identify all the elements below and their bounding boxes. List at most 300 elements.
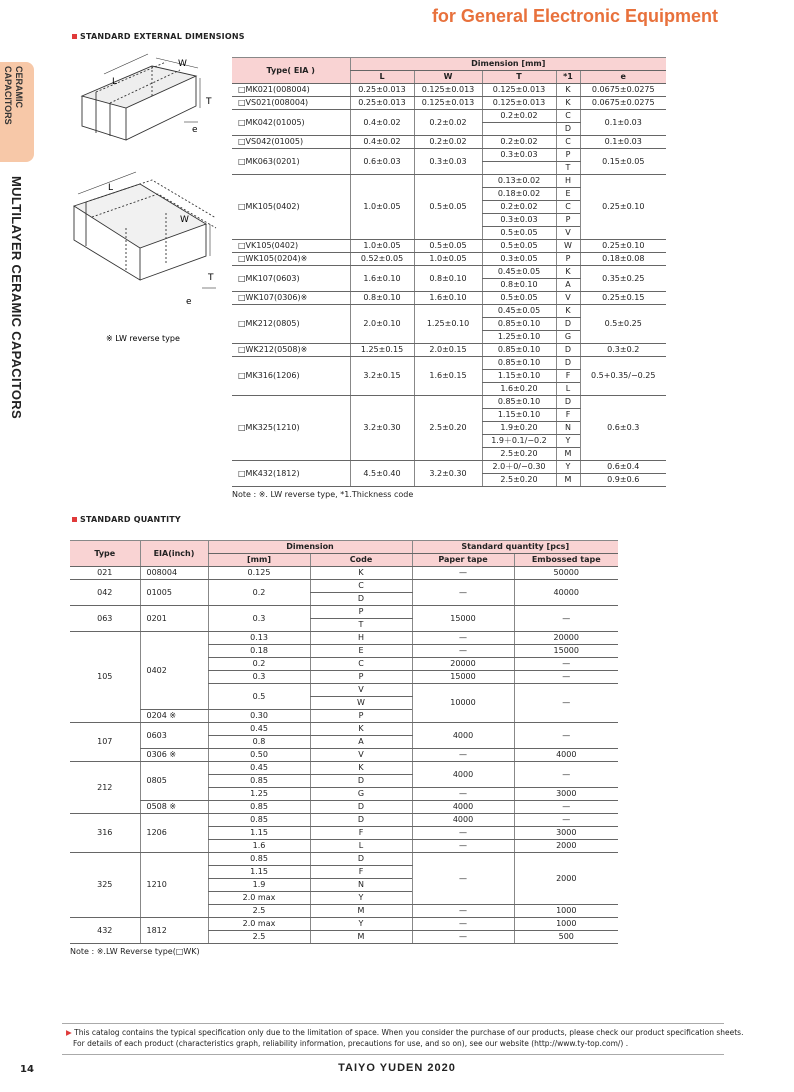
table-cell: 0.2 (208, 658, 310, 671)
table-cell: T (310, 619, 412, 632)
col-header-embossed-tape: Embossed tape (514, 554, 618, 567)
table-cell: — (412, 645, 514, 658)
table-cell: 1.6±0.10 (350, 266, 414, 292)
table-cell: L (556, 383, 580, 396)
table-cell: 20000 (412, 658, 514, 671)
bullet-square-icon (72, 517, 77, 522)
table-cell: 2000 (514, 840, 618, 853)
table-cell: L (310, 840, 412, 853)
table-cell: 1.15 (208, 827, 310, 840)
dimension-row (232, 149, 666, 162)
table-cell: 1206 (140, 814, 208, 853)
col-header-L: L (350, 71, 414, 84)
table-cell: 0306 ※ (140, 749, 208, 762)
table-cell: 1.6±0.20 (482, 383, 556, 396)
table-cell: — (412, 749, 514, 762)
side-tab-ceramic-capacitors[interactable] (0, 62, 34, 162)
table-cell: □MK316(1206) (232, 357, 350, 396)
dimension-row (232, 266, 666, 279)
table-cell: □MK107(0603) (232, 266, 350, 292)
table-cell: — (514, 762, 618, 788)
table-cell: 0.1±0.03 (580, 136, 666, 149)
table-cell: 0.3 (208, 606, 310, 632)
table-cell: 1.9＋0.1/−0.2 (482, 435, 556, 448)
table-cell: 4.5±0.40 (350, 461, 414, 487)
dimension-row (232, 292, 666, 305)
table-cell: A (556, 279, 580, 292)
table-cell: Y (310, 918, 412, 931)
col-header-standard-quantity: Standard quantity [pcs] (412, 541, 618, 554)
dimension-row (232, 84, 666, 97)
table-cell: 0.5+0.35/−0.25 (580, 357, 666, 396)
table-cell: 0204 ※ (140, 710, 208, 723)
table-cell: 0.2±0.02 (482, 136, 556, 149)
table-cell: 2.5 (208, 931, 310, 944)
table-cell: 0.5±0.05 (482, 240, 556, 253)
table-cell: — (412, 788, 514, 801)
table-cell: — (412, 580, 514, 606)
table-cell: H (310, 632, 412, 645)
table-cell: 4000 (514, 749, 618, 762)
table-cell: 3.2±0.30 (414, 461, 482, 487)
table-cell: 212 (70, 762, 140, 814)
table-cell: 0.25±0.10 (580, 240, 666, 253)
table-cell: 021 (70, 567, 140, 580)
table-cell: 0.50 (208, 749, 310, 762)
diagram-label-W: W (178, 59, 187, 69)
page-header-title: for General Electronic Equipment (431, 6, 718, 26)
table-cell: — (514, 801, 618, 814)
table-cell: 2000 (514, 853, 618, 905)
table-cell: 1.25±0.15 (350, 344, 414, 357)
dimension-table-note: Note : ※. LW reverse type, *1.Thickness code (232, 490, 414, 499)
col-header-e: e (580, 71, 666, 84)
dimension-row (232, 396, 666, 409)
table-cell: □MK063(0201) (232, 149, 350, 175)
table-cell: □MK432(1812) (232, 461, 350, 487)
table-cell: — (412, 905, 514, 918)
table-cell: 0.0675±0.0275 (580, 97, 666, 110)
col-header-type: Type (70, 541, 140, 567)
footer-disclaimer (66, 1027, 766, 1049)
dimension-table-body (232, 84, 666, 487)
table-cell: D (556, 318, 580, 331)
table-cell: 0.13 (208, 632, 310, 645)
table-cell: K (310, 762, 412, 775)
table-cell: 0.9±0.6 (580, 474, 666, 487)
dimension-row (232, 136, 666, 149)
table-cell: 0.13±0.02 (482, 175, 556, 188)
dimension-table (232, 57, 666, 487)
table-cell: 0.3±0.2 (580, 344, 666, 357)
table-cell: 0.2±0.02 (414, 110, 482, 136)
table-cell: 2.0 max (208, 918, 310, 931)
table-cell: 0.35±0.25 (580, 266, 666, 292)
table-cell: — (514, 723, 618, 749)
col-header-thickness-code: *1 (556, 71, 580, 84)
table-cell: — (514, 606, 618, 632)
table-cell: 0.2 (208, 580, 310, 606)
table-cell: P (310, 671, 412, 684)
table-cell: □MK021(008004) (232, 84, 350, 97)
quantity-row (70, 801, 618, 814)
table-cell: 2.0＋0/−0.30 (482, 461, 556, 474)
table-cell: D (310, 814, 412, 827)
diagram-label-L: L (112, 77, 118, 87)
table-cell: 15000 (514, 645, 618, 658)
table-cell: C (556, 110, 580, 123)
page-number: 14 (20, 1064, 34, 1075)
dimension-row (232, 175, 666, 188)
table-cell: 0.15±0.05 (580, 149, 666, 175)
quantity-row (70, 580, 618, 593)
table-cell: V (556, 227, 580, 240)
table-cell: 0.2±0.02 (482, 201, 556, 214)
table-cell (482, 123, 556, 136)
table-cell: — (514, 658, 618, 671)
table-cell: 1.0±0.05 (350, 240, 414, 253)
table-cell: 0.18±0.02 (482, 188, 556, 201)
diagram-label-e2: e (186, 297, 192, 307)
table-cell: D (556, 357, 580, 370)
table-cell: P (556, 214, 580, 227)
table-cell: Y (310, 892, 412, 905)
table-cell: 1.15±0.10 (482, 370, 556, 383)
table-cell: 0.18±0.08 (580, 253, 666, 266)
table-cell: 0.45 (208, 723, 310, 736)
table-cell: □MK042(01005) (232, 110, 350, 136)
table-cell: P (556, 253, 580, 266)
table-cell: F (310, 866, 412, 879)
table-cell: D (310, 853, 412, 866)
table-cell: 1.25±0.10 (414, 305, 482, 344)
table-cell: 3000 (514, 788, 618, 801)
table-cell: V (310, 749, 412, 762)
table-cell: G (556, 331, 580, 344)
table-cell: 432 (70, 918, 140, 944)
table-cell: N (556, 422, 580, 435)
table-cell: 0.8 (208, 736, 310, 749)
col-header-mm: [mm] (208, 554, 310, 567)
dimension-row (232, 110, 666, 123)
table-cell: 1000 (514, 918, 618, 931)
diagram-label-W2: W (180, 215, 189, 225)
table-cell: 0.6±0.03 (350, 149, 414, 175)
table-cell: 1.0±0.05 (350, 175, 414, 240)
diagram-label-T: T (206, 97, 212, 107)
table-cell: 0.85±0.10 (482, 344, 556, 357)
footer-line-2[interactable]: For details of each product (characteristics graph, reliability information, precautions for use, and so on), see our website (http://www.ty-top.com/) . (73, 1039, 629, 1048)
table-cell: 0.85±0.10 (482, 396, 556, 409)
table-cell: □MK325(1210) (232, 396, 350, 461)
table-cell: C (556, 201, 580, 214)
table-cell: 105 (70, 632, 140, 723)
table-cell: 50000 (514, 567, 618, 580)
quantity-row (70, 606, 618, 619)
table-cell: V (310, 684, 412, 697)
table-cell: 0.4±0.02 (350, 136, 414, 149)
table-cell: 0.45±0.05 (482, 266, 556, 279)
table-cell: 0805 (140, 762, 208, 801)
table-cell: 0.8±0.10 (482, 279, 556, 292)
table-cell: 0.6±0.4 (580, 461, 666, 474)
footer-divider (62, 1023, 724, 1024)
table-cell: 0508 ※ (140, 801, 208, 814)
table-cell: M (556, 448, 580, 461)
table-cell: 2.5±0.20 (482, 448, 556, 461)
table-cell: 325 (70, 853, 140, 918)
table-cell: M (310, 905, 412, 918)
quantity-row (70, 632, 618, 645)
side-section-label: MULTILAYER CERAMIC CAPACITORS (9, 176, 24, 419)
table-cell: 1.6±0.10 (414, 292, 482, 305)
table-cell: 0.8±0.10 (350, 292, 414, 305)
table-cell: 2.0±0.10 (350, 305, 414, 344)
arrow-right-icon: ▶ (66, 1028, 72, 1037)
side-tab-label: CERAMIC CAPACITORS (3, 66, 24, 125)
table-cell: — (514, 814, 618, 827)
table-cell: F (556, 409, 580, 422)
quantity-row (70, 567, 618, 580)
table-cell: — (412, 567, 514, 580)
dimension-row (232, 305, 666, 318)
diagram-label-e: e (192, 125, 198, 135)
table-cell: K (556, 84, 580, 97)
footer-line-1: This catalog contains the typical specification only due to the limitation of space. When you consider the purchase of our products, please check our product specification sheets. (74, 1028, 744, 1037)
table-cell: 2.5 (208, 905, 310, 918)
table-cell: 0402 (140, 632, 208, 710)
table-cell: 0.5±0.05 (482, 292, 556, 305)
table-cell: 0.25±0.15 (580, 292, 666, 305)
table-cell: 042 (70, 580, 140, 606)
table-cell: N (310, 879, 412, 892)
table-cell: 15000 (412, 671, 514, 684)
table-cell: 0.5±0.05 (414, 240, 482, 253)
table-cell: E (310, 645, 412, 658)
dimension-row (232, 461, 666, 474)
table-cell: 3000 (514, 827, 618, 840)
table-cell: 500 (514, 931, 618, 944)
table-cell: 0.125±0.013 (482, 84, 556, 97)
table-cell: W (310, 697, 412, 710)
quantity-row (70, 762, 618, 775)
dimension-row (232, 253, 666, 266)
table-cell: V (556, 292, 580, 305)
diagram-label-L2: L (108, 183, 114, 193)
section-title-dimensions: STANDARD EXTERNAL DIMENSIONS (72, 32, 245, 41)
bullet-square-icon (72, 34, 77, 39)
table-cell: 0.5±0.05 (482, 227, 556, 240)
table-cell: 01005 (140, 580, 208, 606)
col-header-W: W (414, 71, 482, 84)
footer-divider-2 (62, 1054, 724, 1055)
dimension-row (232, 240, 666, 253)
table-cell: P (310, 710, 412, 723)
table-cell: K (556, 97, 580, 110)
table-cell: — (514, 671, 618, 684)
table-cell: C (556, 136, 580, 149)
table-cell: 0.8±0.10 (414, 266, 482, 292)
table-cell: 0.5 (208, 684, 310, 710)
table-cell: 1000 (514, 905, 618, 918)
dimension-row (232, 357, 666, 370)
table-cell: — (514, 684, 618, 723)
table-cell: 0.125±0.013 (414, 84, 482, 97)
table-cell: 0.45 (208, 762, 310, 775)
table-cell: 0.18 (208, 645, 310, 658)
table-cell: 0.5±0.25 (580, 305, 666, 344)
table-cell: 0.6±0.3 (580, 396, 666, 461)
quantity-table-body (70, 567, 618, 944)
table-cell: G (310, 788, 412, 801)
table-cell: 0.2±0.02 (482, 110, 556, 123)
table-cell: 1.9 (208, 879, 310, 892)
table-cell: D (310, 593, 412, 606)
table-cell: 4000 (412, 814, 514, 827)
table-cell: E (556, 188, 580, 201)
table-cell: 1812 (140, 918, 208, 944)
table-cell: 4000 (412, 723, 514, 749)
table-cell: K (310, 567, 412, 580)
table-cell: F (556, 370, 580, 383)
table-cell: D (556, 123, 580, 136)
table-cell: C (310, 658, 412, 671)
quantity-row (70, 749, 618, 762)
col-header-dimension: Dimension [mm] (350, 58, 666, 71)
table-cell: 3.2±0.30 (350, 396, 414, 461)
table-cell: — (412, 918, 514, 931)
diagram-note: ※ LW reverse type (106, 334, 180, 343)
table-cell: 1.9±0.20 (482, 422, 556, 435)
dimension-row (232, 344, 666, 357)
table-cell: 0.125±0.013 (414, 97, 482, 110)
table-cell: M (556, 474, 580, 487)
table-cell: 0.3 (208, 671, 310, 684)
table-cell: 1.25±0.10 (482, 331, 556, 344)
table-cell: — (412, 853, 514, 905)
table-cell: □VK105(0402) (232, 240, 350, 253)
table-cell: 1.15 (208, 866, 310, 879)
table-cell: 2.5±0.20 (414, 396, 482, 461)
table-cell: 0.1±0.03 (580, 110, 666, 136)
quantity-row (70, 723, 618, 736)
section-title-quantity: STANDARD QUANTITY (72, 515, 181, 524)
col-header-type: Type( EIA ) (232, 58, 350, 84)
table-cell: □WK107(0306)※ (232, 292, 350, 305)
table-cell: 0603 (140, 723, 208, 749)
table-cell: 0.30 (208, 710, 310, 723)
table-cell: 0.3±0.03 (414, 149, 482, 175)
table-cell: K (556, 305, 580, 318)
table-cell: 1.6±0.15 (414, 357, 482, 396)
table-cell: 063 (70, 606, 140, 632)
table-cell: 0.2±0.02 (414, 136, 482, 149)
table-cell: K (310, 723, 412, 736)
table-cell: T (556, 162, 580, 175)
col-header-code: Code (310, 554, 412, 567)
table-cell: 0.3±0.05 (482, 253, 556, 266)
table-cell: 1.6 (208, 840, 310, 853)
table-cell: 1.0±0.05 (414, 253, 482, 266)
table-cell: 1.15±0.10 (482, 409, 556, 422)
table-cell: 0.45±0.05 (482, 305, 556, 318)
col-header-eia: EIA(inch) (140, 541, 208, 567)
table-cell: F (310, 827, 412, 840)
table-cell: 40000 (514, 580, 618, 606)
table-cell: P (556, 149, 580, 162)
table-cell: 2.5±0.20 (482, 474, 556, 487)
table-cell: 0.85±0.10 (482, 357, 556, 370)
table-cell: W (556, 240, 580, 253)
table-cell: 20000 (514, 632, 618, 645)
table-cell: Y (556, 461, 580, 474)
table-cell: K (556, 266, 580, 279)
table-cell: 10000 (412, 684, 514, 723)
table-cell: M (310, 931, 412, 944)
table-cell: — (412, 840, 514, 853)
table-cell: 3.2±0.15 (350, 357, 414, 396)
brand-footer: TAIYO YUDEN 2020 (338, 1062, 456, 1074)
table-cell: P (310, 606, 412, 619)
table-cell: □WK212(0508)※ (232, 344, 350, 357)
table-cell: 107 (70, 723, 140, 762)
table-cell: 0.125 (208, 567, 310, 580)
table-cell: 0.85 (208, 775, 310, 788)
col-header-paper-tape: Paper tape (412, 554, 514, 567)
table-cell: 0.5±0.05 (414, 175, 482, 240)
table-cell: □MK212(0805) (232, 305, 350, 344)
table-cell: □VS021(008004) (232, 97, 350, 110)
diagram-label-T2: T (208, 273, 214, 283)
table-cell (482, 162, 556, 175)
quantity-table-note: Note : ※.LW Reverse type(□WK) (70, 947, 200, 956)
quantity-row (70, 918, 618, 931)
table-cell: C (310, 580, 412, 593)
table-cell: 0.125±0.013 (482, 97, 556, 110)
table-cell: 0.52±0.05 (350, 253, 414, 266)
table-cell: 4000 (412, 762, 514, 788)
table-cell: 1210 (140, 853, 208, 918)
col-header-T: T (482, 71, 556, 84)
table-cell: Y (556, 435, 580, 448)
quantity-row (70, 853, 618, 866)
table-cell: □WK105(0204)※ (232, 253, 350, 266)
table-cell: 2.0 max (208, 892, 310, 905)
table-cell: — (412, 827, 514, 840)
quantity-table (70, 540, 618, 944)
table-cell: 0201 (140, 606, 208, 632)
table-cell: □VS042(01005) (232, 136, 350, 149)
table-cell: 0.3±0.03 (482, 149, 556, 162)
table-cell: 0.85 (208, 801, 310, 814)
table-cell: 008004 (140, 567, 208, 580)
table-cell: 15000 (412, 606, 514, 632)
table-cell: 0.85 (208, 814, 310, 827)
table-cell: 0.3±0.03 (482, 214, 556, 227)
quantity-row (70, 814, 618, 827)
table-cell: D (556, 396, 580, 409)
table-cell: 0.85 (208, 853, 310, 866)
table-cell: D (310, 801, 412, 814)
table-cell: D (556, 344, 580, 357)
table-cell: 2.0±0.15 (414, 344, 482, 357)
table-cell: H (556, 175, 580, 188)
table-cell: — (412, 931, 514, 944)
table-cell: 0.0675±0.0275 (580, 84, 666, 97)
table-cell: 1.25 (208, 788, 310, 801)
table-cell: — (412, 632, 514, 645)
table-cell: 0.25±0.013 (350, 84, 414, 97)
